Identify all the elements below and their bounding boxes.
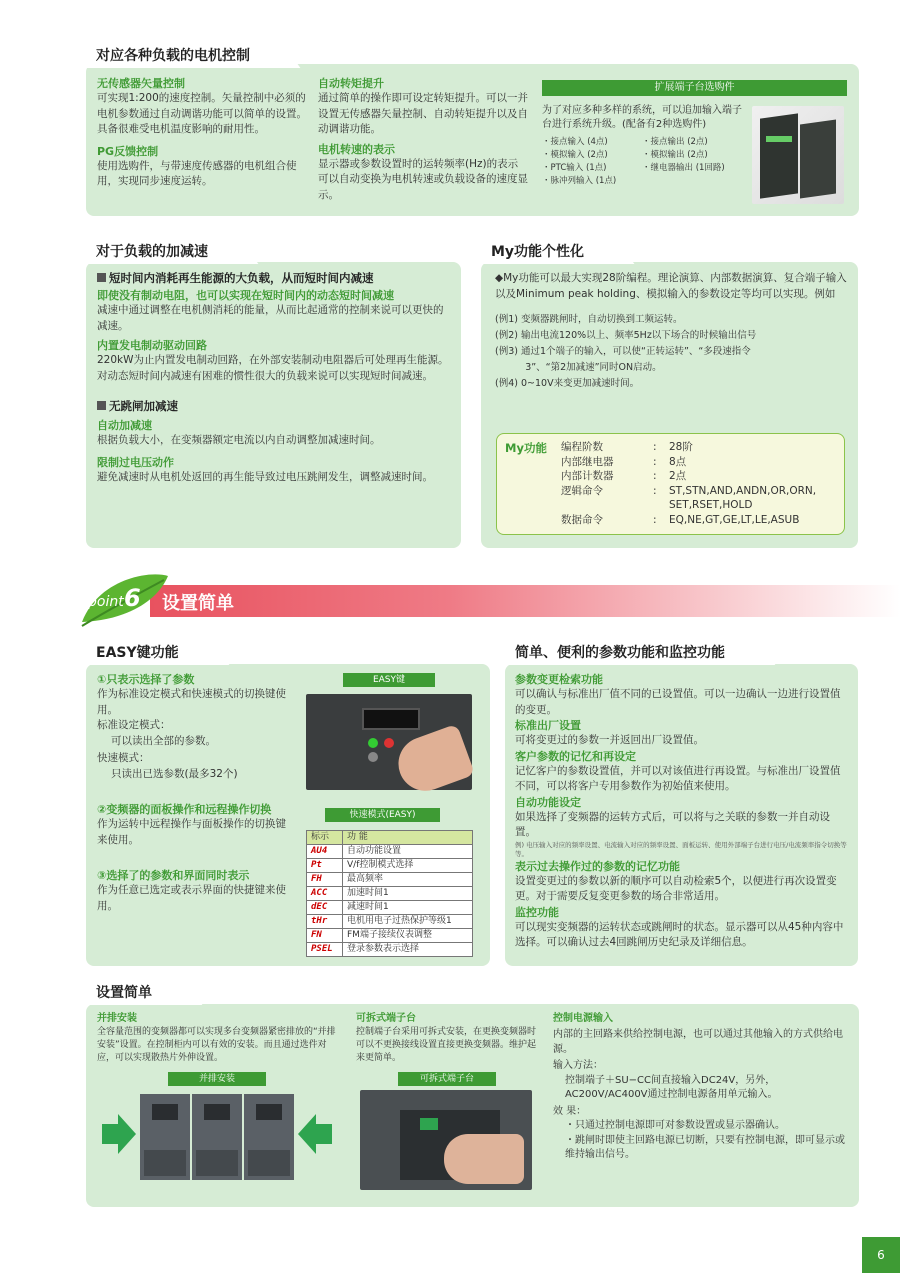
paragraph: ・只通过控制电源即可对参数设置或显示器确认。 (565, 1120, 785, 1131)
table-row: FH 最高频率 (307, 873, 473, 887)
subheading: 短时间内消耗再生能源的大负载，从而短时间内减速 (97, 270, 452, 286)
list-item: ・模拟输入 (2点) (542, 150, 608, 160)
note: 例) 电压输入对应的频率设置、电流输入对应的频率设置、面板运转、使用外部端子台进行电压/电流频率指令切换等等。 (515, 840, 847, 858)
square-bullet-icon (97, 273, 106, 282)
s2-content (97, 270, 452, 485)
section-title: 对应各种负载的电机控制 (86, 44, 278, 68)
heading: 无传感器矢量控制 (97, 77, 185, 90)
paragraph: 效 果： (553, 1105, 587, 1117)
heading: ①只表示选择了参数 (97, 673, 195, 686)
spec-row: 内部计数器 : 2点 (561, 470, 687, 482)
spec-row: 内部继电器 : 8点 (561, 455, 687, 468)
side-by-side-bar: 并排安装 (168, 1072, 266, 1086)
heading: 即使没有制动电阻，也可以实现在短时间内的动态短时间减速 (97, 289, 394, 302)
section-title: 简单、便利的参数功能和监控功能 (505, 641, 753, 665)
table-row: tHr 电机用电子过热保护等级1 (307, 915, 473, 929)
paragraph: 全容量范围的变频器都可以实现多台变频器紧密排放的“并排安装”设置。在控制柜内可以有效的安装。而且通过选件对应，可以实现散热片外伸设置。 (97, 1027, 336, 1063)
table-header: 标示 功 能 (307, 831, 473, 845)
paragraph: 设置变更过的参数以新的顺序可以自动检索5个，以便进行再次设置变更。对于需要反复变更参数的场合非常适用。 (515, 874, 837, 902)
spec-row: 编程阶数 : 28阶 (561, 441, 693, 453)
s1-col1 (97, 76, 307, 190)
page-number: 6 (862, 1237, 900, 1273)
point-number: 6 (124, 584, 141, 612)
example-line: (例2) 输出电流120%以上、频率5Hz以下场合的时候输出信号 (495, 330, 757, 341)
paragraph: 输入方法： (553, 1060, 603, 1071)
heading: ②变频器的面板操作和远程操作切换 (97, 803, 272, 816)
paragraph: 控制端子台采用可拆式安装，在更换变频器时可以不更换接线设置直接更换变频器。维护起来更简单。 (356, 1027, 537, 1063)
table-row: PSEL 登录参数表示选择 (307, 943, 473, 957)
paragraph: 避免减速时从电机处返回的再生能导致过电压跳闸发生，调整减速时间。 (97, 470, 433, 483)
subheading: 无跳闸加减速 (97, 398, 452, 414)
my-function-label: My功能 (505, 441, 547, 455)
terminal-board-photo (752, 106, 844, 204)
paragraph: ◆My功能可以最大实现28阶编程。理论演算、内部数据演算、复合端子输入以及Minimum peak holding、模拟输入的参数设定等均可以实现。例如 (495, 272, 847, 300)
paragraph: 控制端子＋SU−CC间直接输入DC24V，另外，AC200V/AC400V通过控制电源备用单元输入。 (565, 1074, 778, 1100)
paragraph: 记忆客户的参数设置值，并可以对该值进行再设置。与标准出厂设置值不同，可以将客户专用参数作为初始值来使用。 (515, 764, 841, 792)
list-item: ・模拟输出 (2点) (642, 150, 708, 160)
paragraph: 作为运转中远程操作与面板操作的切换键来使用。 (97, 818, 286, 846)
heading: 参数变更检索功能 (515, 673, 603, 686)
quick-mode-bar: 快速模式(EASY) (325, 808, 440, 822)
point-title-band (150, 585, 900, 617)
s5-content (515, 672, 848, 951)
side-by-side-photo (100, 1090, 334, 1184)
heading: ③选择了的参数和界面同时表示 (97, 869, 250, 882)
heading: PG反馈控制 (97, 144, 159, 158)
heading: 自动功能设定 (515, 795, 581, 809)
section-title: My功能个性化 (481, 240, 612, 264)
paragraph: 减速中通过调整在电机侧消耗的能量，从而比起通常的控制来说可以更快的减速。 (97, 304, 444, 332)
point-title: 设置简单 (162, 593, 234, 614)
s3-content (495, 270, 847, 392)
heading: 客户参数的记忆和再设定 (515, 749, 636, 763)
paragraph: 如果选择了变频器的运转方式后，可以将与之关联的参数一并自动设置。 (515, 810, 830, 838)
heading: 控制电源输入 (553, 1013, 613, 1024)
paragraph: 可以读出全部的参数。 (111, 734, 216, 747)
paragraph: ・跳闸时即使主回路电源已切断，只要有控制电源，即可显示或维持输出信号。 (565, 1134, 845, 1160)
point-label: point (88, 594, 124, 610)
table-row: FN FM端子接续仪表调整 (307, 929, 473, 943)
heading: 可拆式端子台 (356, 1013, 416, 1024)
heading: 自动转矩提升 (318, 77, 384, 90)
example-line: (例3) 通过1个端子的输入，可以使“正转运转”、“多段速指令 (495, 346, 751, 357)
list-item: ・PTC输入 (1点) (542, 163, 607, 173)
example-line: (例1) 变频器跳闸时，自动切换到工频运转。 (495, 314, 683, 325)
section-title: 设置简单 (86, 981, 180, 1005)
table-row: AU4 自动功能设置 (307, 845, 473, 859)
heading: 监控功能 (515, 905, 559, 919)
option-bar: 扩展端子台选购件 (542, 80, 847, 96)
heading: 限制过电压动作 (97, 455, 174, 469)
list-item: ・脉冲列输入 (1点) (542, 176, 617, 186)
list-item: ・接点输出 (2点) (642, 137, 708, 147)
example-line: (例4) 0~10V来变更加减速时间。 (495, 378, 640, 389)
heading: 内置发电制动驱动回路 (97, 339, 207, 352)
paragraph: 可以确认与标准出厂值不同的已设置值。可以一边确认一边进行设置值的变更。 (515, 688, 841, 716)
s4-text (97, 672, 289, 914)
section-title: 对于负载的加减速 (86, 240, 236, 264)
table-row: dEC 减速时间1 (307, 901, 473, 915)
list-item: ・接点输入 (4点) (542, 137, 608, 147)
removable-terminal-bar: 可拆式端子台 (398, 1072, 496, 1086)
square-bullet-icon (97, 401, 106, 410)
table-row: ACC 加速时间1 (307, 887, 473, 901)
spec-row: SET,RSET,HOLD (669, 499, 753, 511)
my-function-spec-box (496, 433, 845, 535)
heading: 标准出厂设置 (515, 719, 581, 732)
spec-row: 逻辑命令 : ST,STN,AND,ANDN,OR,ORN, (561, 484, 817, 497)
removable-terminal-photo (360, 1090, 532, 1190)
spec-row: 数据命令 : EQ,NE,GT,GE,LT,LE,ASUB (561, 513, 800, 526)
paragraph: 内部的主回路来供给控制电源，也可以通过其他输入的方式供给电源。 (553, 1029, 843, 1055)
paragraph: 快速模式： (97, 752, 150, 764)
paragraph: 使用选购件，与带速度传感器的电机组合使用，实现同步速度运转。 (97, 159, 297, 187)
table-row: Pt V/f控制模式选择 (307, 859, 473, 873)
heading: 电机转速的表示 (318, 142, 395, 156)
paragraph: 标准设定模式： (97, 719, 171, 731)
paragraph: 显示器或参数设置时的运转频率(Hz)的表示可以自动变换为电机转速或负载设备的速度显示。 (318, 157, 528, 201)
paragraph: 作为任意已选定或表示界面的快捷键来使用。 (97, 884, 286, 912)
paragraph: 可实现1:200的速度控制。矢量控制中必须的电机参数通过自动调谐功能可以简单的设置。具备很难受电机温度影响的耐用性。 (97, 92, 307, 135)
quick-mode-table (306, 830, 473, 957)
paragraph: 可将变更过的参数一并返回出厂设置值。 (515, 734, 704, 746)
s6-col1 (97, 1011, 337, 1065)
leaf-badge (78, 570, 170, 630)
s6-col2 (356, 1011, 536, 1065)
list-item: ・继电器输出 (1回路) (642, 163, 725, 173)
s1-col2 (318, 76, 528, 203)
heading: 自动加减速 (97, 419, 152, 432)
easy-key-photo (306, 694, 472, 790)
s6-col3 (553, 1011, 847, 1163)
easy-key-bar: EASY键 (343, 673, 435, 687)
heading: 表示过去操作过的参数的记忆功能 (515, 859, 680, 873)
paragraph: 作为标准设定模式和快速模式的切换键使用。 (97, 688, 286, 716)
heading: 并排安装 (97, 1013, 137, 1024)
example-line: 3”、“第2加减速”同时ON启动。 (495, 362, 662, 373)
paragraph: 为了对应多种多样的系统，可以追加输入端子台进行系统升级。(配备有2种选购件) (542, 105, 742, 130)
paragraph: 通过简单的操作即可设定转矩提升。可以一并设置无传感器矢量控制、自动转矩提升以及自动调谐功能。 (318, 92, 528, 135)
paragraph: 只读出已选参数(最多32个) (111, 767, 238, 780)
section-title: EASY键功能 (86, 641, 207, 665)
paragraph: 根据负载大小，在变频器额定电流以内自动调整加减速时间。 (97, 434, 381, 446)
paragraph: 220kW为止内置发电制动回路，在外部安装制动电阻器后可处理再生能源。对动态短时间内减速有困难的惯性很大的负载来说可以实现短时间减速。 (97, 354, 449, 382)
paragraph: 可以现实变频器的运转状态或跳闸时的状态。显示器可以从45种内容中选择。可以确认过去4回跳闸历史纪录及详细信息。 (515, 920, 844, 948)
